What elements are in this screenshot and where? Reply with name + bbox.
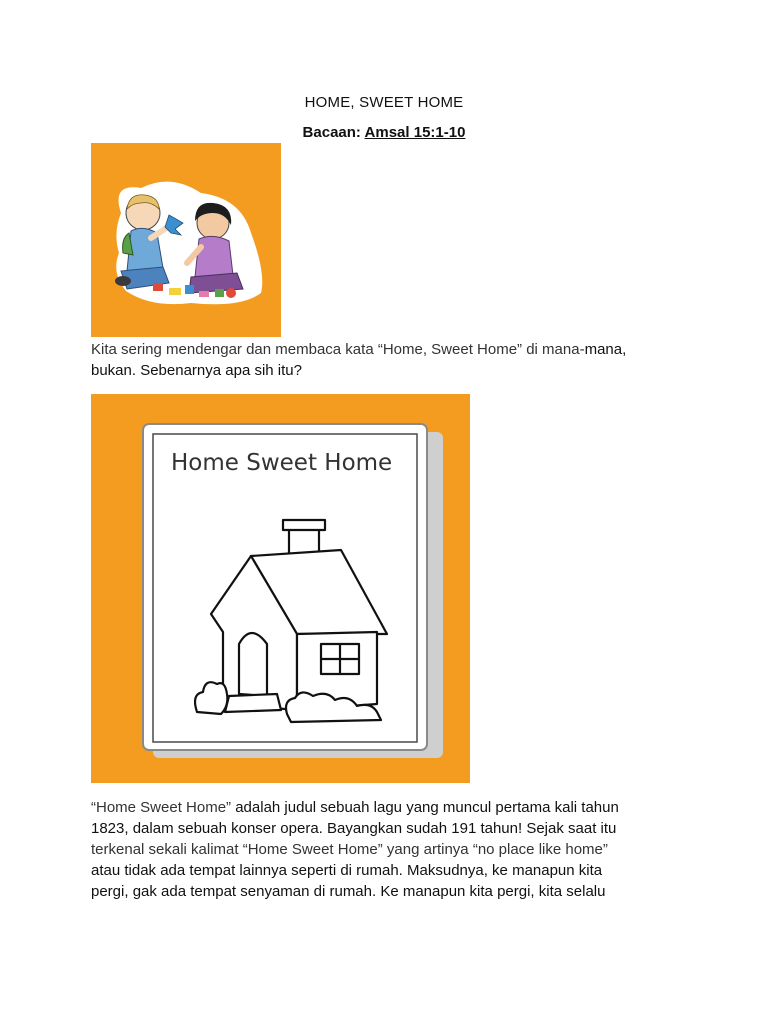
toy-block-green xyxy=(215,289,224,297)
paragraph-1 xyxy=(91,339,691,381)
paragraph-1-line-1 xyxy=(91,339,691,360)
paragraph-2-line-2: 1823, dalam sebuah konser opera. Bayangkan sudah 191 tahun! Sejak saat itu xyxy=(91,820,617,837)
toy-block-yellow xyxy=(169,288,181,295)
paragraph-2-line-5: pergi, gak ada tempat senyaman di rumah. Ke manapun kita pergi, kita selalu xyxy=(91,883,606,900)
toy-ball xyxy=(226,288,236,298)
card-title: Home Sweet Home xyxy=(171,450,393,476)
children-playing-image xyxy=(91,143,281,337)
paragraph-2-line-1-text: adalah judul sebuah lagu yang muncul pertama kali tahun xyxy=(231,799,619,816)
paragraph-1-line-1-text: Kita sering mendengar dan membaca kata “Home, Sweet Home” di mana- xyxy=(91,341,585,358)
toy-block-blue xyxy=(185,285,194,294)
paragraph-2-line-4: atau tidak ada tempat lainnya seperti di rumah. Maksudnya, ke manapun kita xyxy=(91,862,603,879)
paragraph-1-line-2: bukan. Sebenarnya apa sih itu? xyxy=(91,362,302,379)
paragraph-1-line-1-tail: mana, xyxy=(584,341,627,358)
boy-shoe xyxy=(115,276,131,286)
paragraph-2 xyxy=(91,797,681,902)
paragraph-2-line-3: terkenal sekali kalimat “Home Sweet Home” yang artinya “no place like home” xyxy=(91,841,608,858)
children-playing-illustration xyxy=(91,143,281,337)
home-sweet-home-image xyxy=(91,394,470,783)
girl-body xyxy=(195,236,233,277)
chimney-cap xyxy=(283,520,325,530)
toy-block-pink xyxy=(199,291,209,297)
home-sweet-home-illustration xyxy=(91,394,470,783)
reading-label: Bacaan: xyxy=(302,124,361,141)
paragraph-2-line-1 xyxy=(91,797,681,818)
steps xyxy=(225,694,281,712)
page-title: HOME, SWEET HOME xyxy=(304,94,464,111)
toy-block-red xyxy=(153,283,163,291)
door xyxy=(239,633,267,696)
song-title-quote: “Home Sweet Home” xyxy=(91,799,232,816)
reading-line xyxy=(0,124,768,141)
reading-reference: Amsal 15:1-10 xyxy=(364,124,466,141)
